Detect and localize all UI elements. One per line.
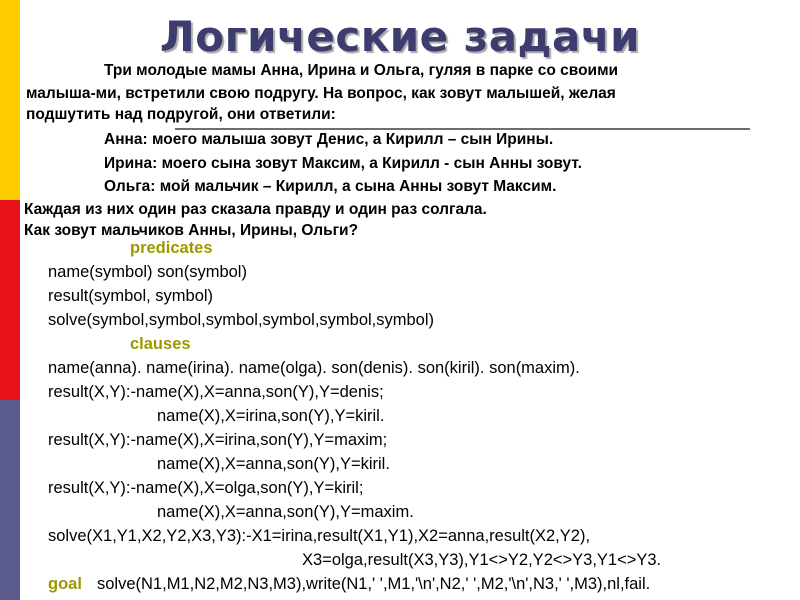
clauses-keyword: clauses xyxy=(130,335,191,353)
clause-line-3: name(X),X=irina,son(Y),Y=kiril. xyxy=(157,407,385,425)
goal-line: solve(N1,M1,N2,M2,N3,M3),write(N1,' ',M1,'\n',N2,' ',M2,'\n',N3,' ',M3),nl,fail. xyxy=(97,575,651,593)
statement-irina: Ирина: моего сына зовут Максим, а Кирилл - сын Анны зовут. xyxy=(104,155,582,172)
problem-line-1: Три молодые мамы Анна, Ирина и Ольга, гуляя в парке со своими xyxy=(104,62,619,79)
clause-line-1: name(anna). name(irina). name(olga). son(denis). son(kiril). son(maxim). xyxy=(48,359,580,377)
condition-line: Каждая из них один раз сказала правду и один раз солгала. xyxy=(24,201,487,218)
clause-line-7: name(X),X=anna,son(Y),Y=maxim. xyxy=(157,503,414,521)
clause-line-8: solve(X1,Y1,X2,Y2,X3,Y3):-X1=irina,result(X1,Y1),X2=anna,result(X2,Y2), xyxy=(48,527,591,545)
statement-anna: Анна: моего малыша зовут Денис, а Кирилл – сын Ирины. xyxy=(104,131,554,148)
goal-keyword: goal xyxy=(48,575,82,593)
divider-line xyxy=(175,128,750,130)
problem-line-2: малыша-ми, встретили свою подругу. На вопрос, как зовут малышей, желая xyxy=(26,85,616,102)
clause-line-9: X3=olga,result(X3,Y3),Y1<>Y2,Y2<>Y3,Y1<>Y3. xyxy=(302,551,662,569)
clause-line-4: result(X,Y):-name(X),X=irina,son(Y),Y=maxim; xyxy=(48,431,388,449)
predicate-decl-3: solve(symbol,symbol,symbol,symbol,symbol,symbol) xyxy=(48,311,435,329)
problem-line-3: подшутить над подругой, они ответили: xyxy=(26,106,336,123)
question-line: Как зовут мальчиков Анны, Ирины, Ольги? xyxy=(24,222,359,239)
clause-line-5: name(X),X=anna,son(Y),Y=kiril. xyxy=(157,455,390,473)
predicate-decl-2: result(symbol, symbol) xyxy=(48,287,214,305)
clause-line-6: result(X,Y):-name(X),X=olga,son(Y),Y=kiril; xyxy=(48,479,364,497)
accent-stripe-slate xyxy=(0,400,20,600)
accent-stripe-red xyxy=(0,200,20,400)
statement-olga: Ольга: мой мальчик – Кирилл, а сына Анны зовут Максим. xyxy=(104,178,557,195)
clause-line-2: result(X,Y):-name(X),X=anna,son(Y),Y=denis; xyxy=(48,383,384,401)
slide-title: Логические задачи xyxy=(159,12,641,61)
predicate-decl-1: name(symbol) son(symbol) xyxy=(48,263,247,281)
predicates-keyword: predicates xyxy=(130,239,213,257)
